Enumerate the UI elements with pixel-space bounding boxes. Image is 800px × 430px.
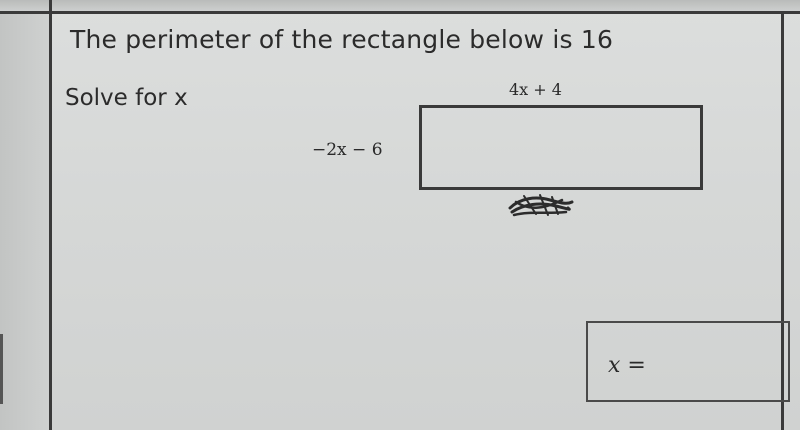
margin-mark [0,334,3,404]
problem-statement: The perimeter of the rectangle below is 16 [70,25,614,54]
rectangle-top-side-label: 4x + 4 [509,80,562,99]
left-margin [0,14,49,430]
scribble-mark [506,190,576,220]
problem-instruction: Solve for x [65,85,188,111]
left-border-line [49,11,52,430]
rectangle-left-side-label: −2x − 6 [312,140,383,160]
top-border-line [0,11,800,14]
rectangle-diagram [419,105,703,190]
answer-label: x = [608,353,646,378]
